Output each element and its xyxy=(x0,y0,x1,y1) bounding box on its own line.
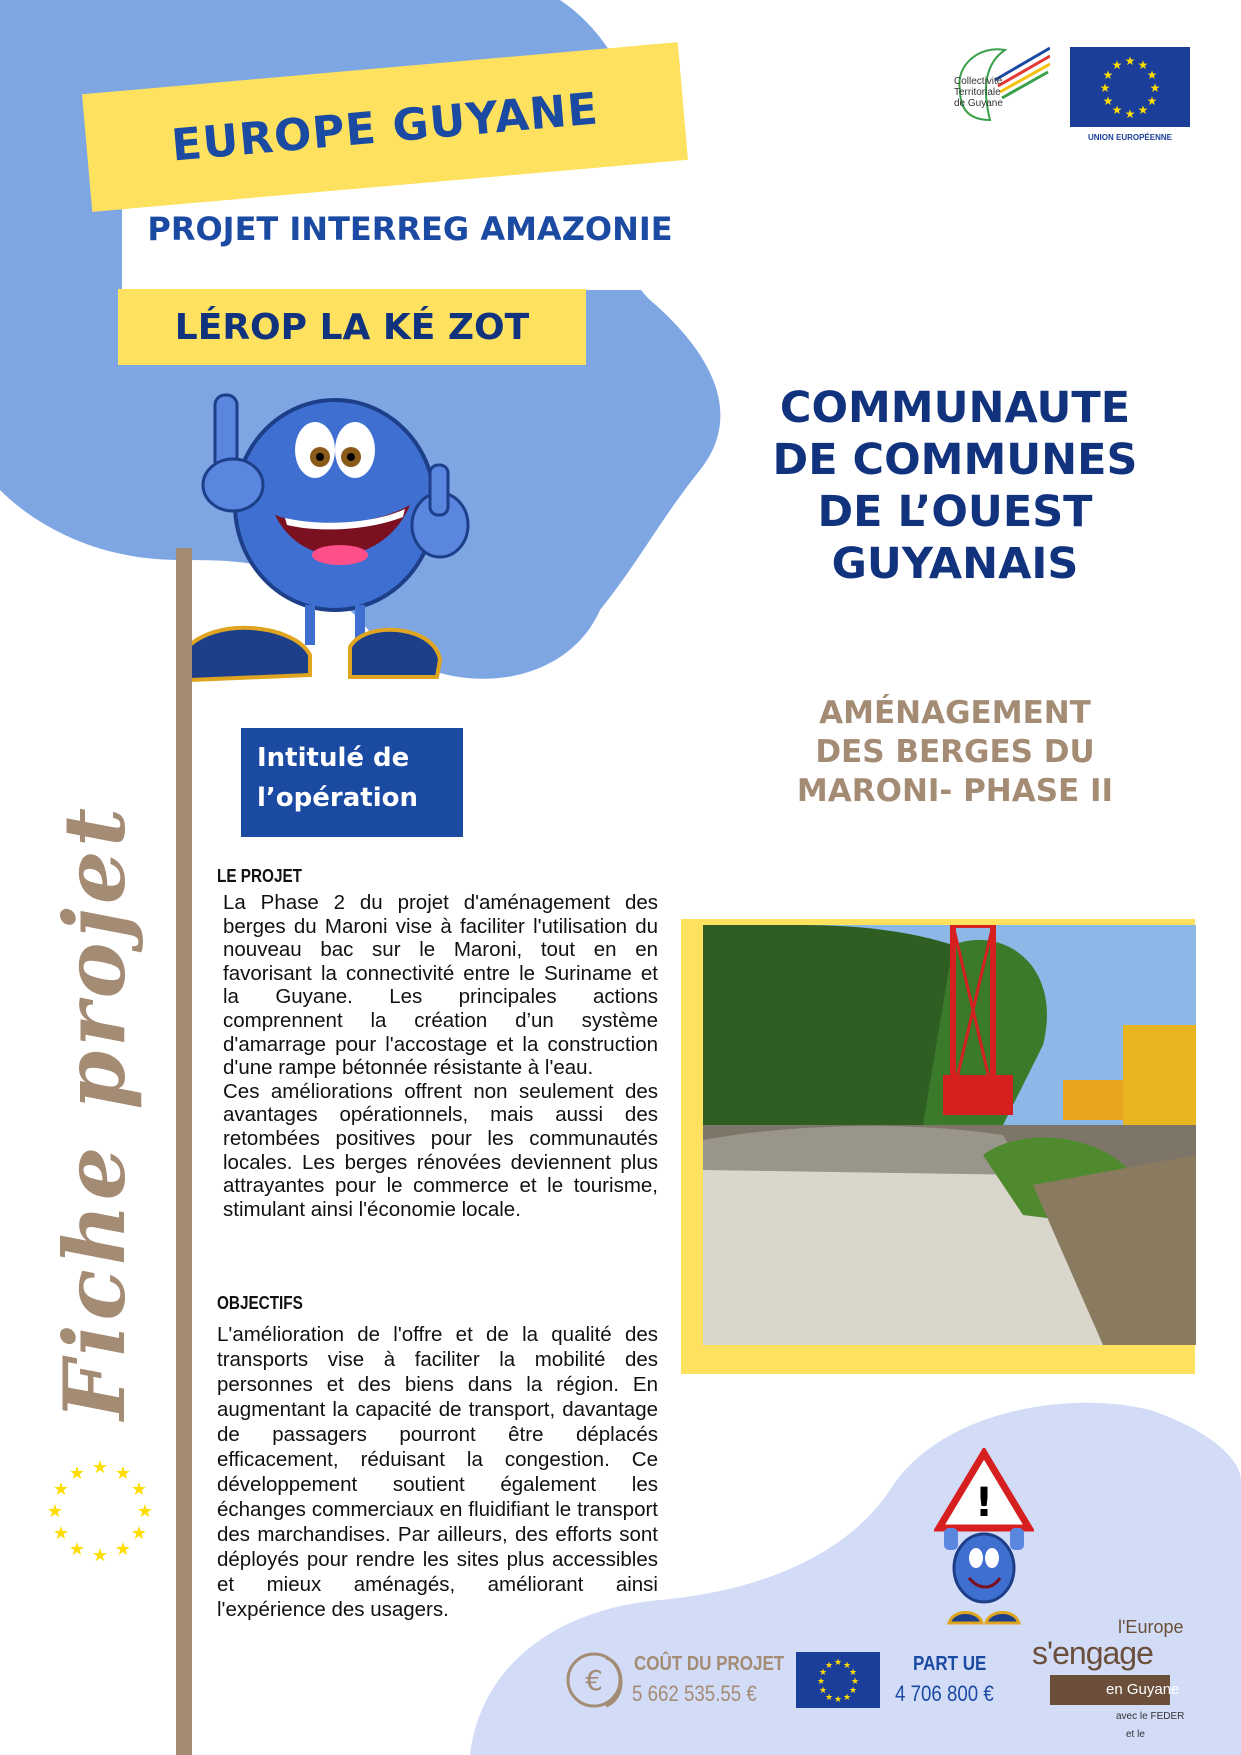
vertical-pole xyxy=(176,548,192,1755)
operation-label-line1: Intitulé de xyxy=(257,743,410,773)
operation-line1: AMÉNAGEMENT xyxy=(819,695,1091,731)
engage-line5: et le xyxy=(1126,1729,1145,1740)
svg-text:★: ★ xyxy=(1111,103,1123,117)
svg-text:★: ★ xyxy=(824,1661,834,1671)
main-title: EUROPE GUYANE xyxy=(169,82,601,172)
organisation-name xyxy=(760,382,1150,590)
svg-text:★: ★ xyxy=(850,1677,860,1687)
svg-text:★: ★ xyxy=(833,1695,843,1705)
eu-stars-circle xyxy=(45,1455,155,1565)
svg-text:★: ★ xyxy=(1146,94,1158,108)
projet-para2: Ces améliorations offrent non seulement des avantages opérationnels, mais aussi des retombées positives pour les communautés locales. Les berges rénovées deviennent plus attrayantes pour le commerce et le tourisme, stimulant ainsi l'économie locale. xyxy=(223,1079,658,1221)
ctg-line2: Territoriale xyxy=(954,87,1001,98)
organisation-line3: DE L’OUEST xyxy=(817,487,1093,537)
svg-text:★: ★ xyxy=(91,1545,109,1565)
tagline: LÉROP LA KÉ ZOT xyxy=(174,306,530,348)
svg-text:★: ★ xyxy=(68,1463,86,1484)
objectifs-body xyxy=(217,1322,658,1622)
projet-heading: LE PROJET xyxy=(217,866,303,886)
europe-sengage-logo xyxy=(1030,1617,1190,1752)
svg-text:!: ! xyxy=(974,1480,994,1526)
svg-text:★: ★ xyxy=(91,1457,109,1478)
svg-text:★: ★ xyxy=(1099,81,1111,95)
svg-text:★: ★ xyxy=(818,1668,828,1678)
mascot-warning-sign xyxy=(934,1448,1034,1628)
objectifs-para1: L'amélioration de l'offre et de la qualité des transports vise à faciliter la mobilité des personnes et des biens dans la région. En augmentant la capacité de transport, davantage de passagers pourront être déplacés efficacement, réduisant la congestion. Ce développement soutient également les échanges commerciaux en fluidifiant le transport des marchandises. Par ailleurs, des efforts sont déployés pour rendre les sites plus accessibles et mieux aménagés, améliorant ainsi l'expérience des usagers. xyxy=(217,1323,658,1621)
svg-text:★: ★ xyxy=(1124,54,1136,68)
svg-text:★: ★ xyxy=(130,1479,148,1500)
svg-text:★: ★ xyxy=(130,1523,148,1544)
organisation-line4: GUYANAIS xyxy=(831,539,1079,589)
ue-part-label: PART UE xyxy=(913,1653,987,1675)
svg-text:★: ★ xyxy=(1124,107,1136,121)
projet-para1: La Phase 2 du projet d'aménagement des berges du Maroni vise à faciliter l'utilisation du nouveau bac sur le Maroni, tout en en favorisant la connectivité entre le Suriname et la Guyane. Les principales actions comprennent la création d’un système d'amarrage pour l'accostage et la construction d'une rampe bétonnée résistante à l'eau. xyxy=(223,891,658,1080)
svg-text:★: ★ xyxy=(1102,94,1114,108)
eu-flag-small-icon xyxy=(796,1652,880,1708)
svg-text:★: ★ xyxy=(136,1501,154,1522)
operation-line2: DES BERGES DU xyxy=(815,734,1095,770)
ue-part-value: 4 706 800 € xyxy=(895,1681,994,1706)
mascot-thumbs-up xyxy=(175,385,495,685)
organisation-line2: DE COMMUNES xyxy=(772,435,1138,485)
engage-line4: avec le FEDER xyxy=(1116,1711,1185,1722)
svg-text:★: ★ xyxy=(842,1661,852,1671)
svg-text:★: ★ xyxy=(1146,68,1158,82)
svg-text:★: ★ xyxy=(1137,103,1149,117)
operation-name xyxy=(760,694,1150,811)
ctg-logo xyxy=(950,40,1050,130)
objectifs-heading: OBJECTIFS xyxy=(217,1293,303,1313)
svg-text:★: ★ xyxy=(1102,68,1114,82)
svg-text:★: ★ xyxy=(848,1668,858,1678)
ctg-line3: de Guyane xyxy=(954,98,1003,109)
side-title: Fiche projet xyxy=(45,803,144,1420)
svg-text:★: ★ xyxy=(46,1501,64,1522)
eu-caption: UNION EUROPÉENNE xyxy=(1087,133,1172,142)
engage-line2: s'engage xyxy=(1032,1635,1153,1671)
svg-text:★: ★ xyxy=(1111,58,1123,72)
svg-text:★: ★ xyxy=(816,1677,826,1687)
cost-value: 5 662 535.55 € xyxy=(632,1681,757,1706)
projet-body xyxy=(223,891,658,1221)
svg-text:★: ★ xyxy=(114,1463,132,1484)
svg-text:★: ★ xyxy=(833,1658,843,1668)
operation-line3: MARONI- PHASE II xyxy=(796,773,1114,809)
svg-text:★: ★ xyxy=(52,1523,70,1544)
cost-label: COÛT DU PROJET xyxy=(634,1653,785,1675)
operation-label-box xyxy=(241,728,463,837)
operation-label-line2: l’opération xyxy=(257,783,418,813)
svg-text:★: ★ xyxy=(114,1539,132,1560)
svg-text:★: ★ xyxy=(52,1479,70,1500)
construction-photo xyxy=(703,925,1196,1345)
engage-line3: en Guyane xyxy=(1106,1681,1180,1698)
euro-coin-icon xyxy=(566,1648,630,1712)
ctg-line1: Collectivité xyxy=(954,76,1003,87)
svg-text:★: ★ xyxy=(842,1693,852,1703)
svg-text:★: ★ xyxy=(68,1539,86,1560)
svg-text:★: ★ xyxy=(818,1686,828,1696)
svg-text:★: ★ xyxy=(1137,58,1149,72)
subtitle: PROJET INTERREG AMAZONIE xyxy=(147,210,673,248)
svg-text:★: ★ xyxy=(848,1686,858,1696)
eu-logo-top xyxy=(1070,47,1190,142)
svg-text:€: € xyxy=(585,1664,603,1697)
engage-line1: l'Europe xyxy=(1118,1617,1184,1637)
tagline-banner xyxy=(118,289,586,365)
eu-flag-icon xyxy=(1070,47,1190,127)
svg-text:★: ★ xyxy=(1149,81,1161,95)
svg-text:★: ★ xyxy=(824,1693,834,1703)
organisation-line1: COMMUNAUTE xyxy=(779,383,1131,433)
